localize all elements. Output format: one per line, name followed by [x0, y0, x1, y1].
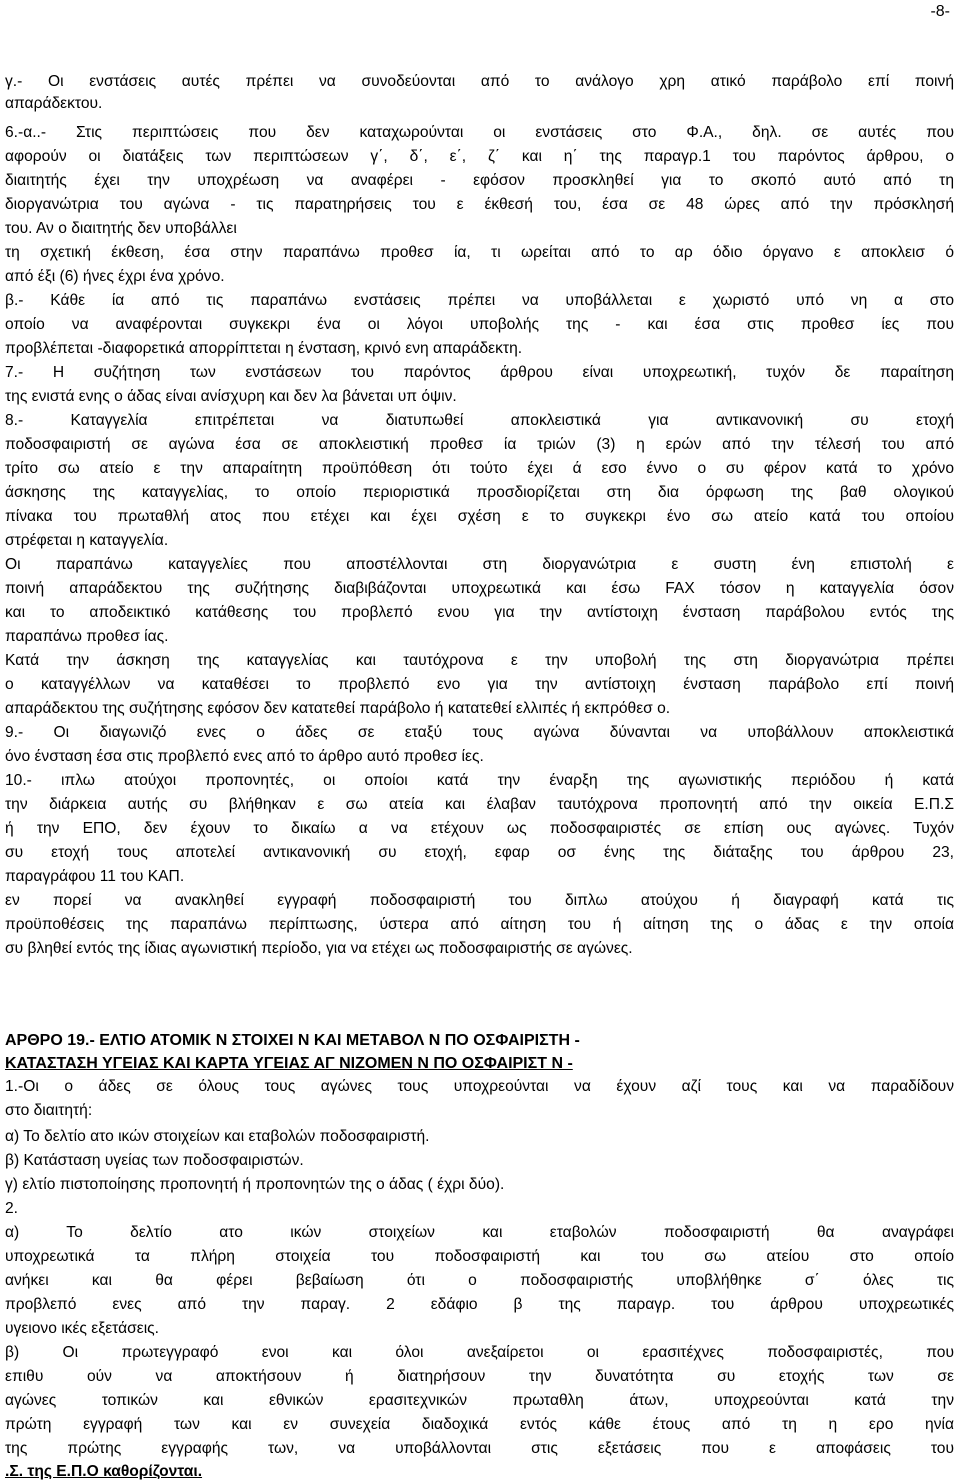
text-line: απαράδεκτου της συζήτησης εφόσον δεν κατατεθεί παράβολο ή κατατεθεί ελλιπές ή εκπρόθεσ ο. [5, 700, 671, 717]
text-line: υγειονο ικές εξετάσεις. [5, 1320, 160, 1337]
text-line: του. Αν ο διαιτητής δεν υποβάλλει [5, 220, 237, 237]
text-line: 8.- Καταγγελία επιτρέπεται να διατυπωθεί αποκλειστικά για αντικανονική συ ετοχή [5, 412, 954, 429]
text-line: πρώτη εγγραφή των και εν συνεχεία διαδοχικά εντός κάθε έτους από τη η ερο ηνία [5, 1416, 954, 1433]
text-line: β.- Κάθε ία από τις παραπάνω ενστάσεις πρέπει να υποβάλλεται ε χωριστό υπό νη α στο [5, 292, 954, 309]
text-line: πίνακα του πρωταθλή ατος που ετέχει και έχει σχέση ε το συγκεκρι ένο σω ατείο κατά του οποίου [5, 508, 954, 525]
text-line: αφορούν οι διατάξεις των περιπτώσεων γ΄, δ΄, ε΄, ζ΄ και η΄ της παραγρ.1 του παρόντος άρθρου, ο [5, 148, 954, 165]
text-line: 2. [5, 1200, 19, 1217]
list-item: γ) ελτίο πιστοποίησης προπονητή ή προπονητών της ο άδας ( έχρι δύο). [5, 1176, 505, 1193]
text-line: .Σ. της Ε.Π.Ο καθορίζονται. [5, 1463, 203, 1480]
text-line: β) Οι πρωτεγγραφό ενοι και όλοι ανεξαίρετοι οι ερασιτέχνες ποδοσφαιριστές, που [5, 1344, 954, 1361]
text-line: τη σχετική έκθεση, έσα στην παραπάνω προθεσ ία, τι ωρείται από το αρ όδιο όργανο ε αποκλεισ ό [5, 244, 954, 261]
text-line: προβλεπό ενες από την παραγ. 2 εδάφιο β της παραγρ. του άρθρου υποχρεωτικές [5, 1296, 954, 1313]
text-line: παραπάνω προθεσ ίας. [5, 628, 169, 645]
text-line: επιθυ ούν να αποκτήσουν ή διατηρήσουν την δυνατότητα συ ετοχής των σε [5, 1368, 954, 1385]
text-line: στο διαιτητή: [5, 1102, 93, 1119]
text-line: ποδοσφαιριστή σε αγώνα έσα σε αποκλειστική προθεσ ία τριών (3) η ερών από την τέλεσή του από [5, 436, 954, 453]
text-line: την διάρκεια αυτής συ βλήθηκαν ε σω ατεία και έλαβαν ταυτόχρονα προπονητή από την οικεία Ε.Π.Σ [5, 796, 954, 813]
text-line: 7.- Η συζήτηση των ενστάσεων του παρόντος άρθρου είναι υποχρεωτική, τυχόν δε παραίτηση [5, 364, 954, 381]
text-line: από έξι (6) ήνες έχρι ένα χρόνο. [5, 268, 225, 285]
text-line: οποίο να αναφέρονται συγκεκρι ένα οι λόγοι υποβολής της - και έσα στις προθεσ ίες που [5, 316, 954, 333]
text-line: Κατά την άσκηση της καταγγελίας και ταυτόχρονα ε την υποβολή της στη διοργανώτρια πρέπει [5, 652, 954, 669]
text-line: ποινή απαράδεκτου της συζήτησης διαβιβάζονται υποχρεωτικά και έσω FAX τόσον η καταγγελία όσον [5, 580, 954, 597]
text-line: της πρώτης εγγραφής των, να υποβάλλονται στις εξετάσεις που ε αποφάσεις του [5, 1440, 954, 1457]
text-line: αγώνες τοπικών και εθνικών ερασιτεχνικών πρωταθλη άτων, υποχρεούνται κατά την [5, 1392, 954, 1409]
text-line: 6.-α..- Στις περιπτώσεις που δεν καταχωρούνται οι ενστάσεις στο Φ.Α., δηλ. σε αυτές που [5, 124, 954, 141]
list-item: β) Κατάσταση υγείας των ποδοσφαιριστών. [5, 1152, 304, 1169]
text-line: ο καταγγέλλων να καταθέσει το προβλεπό ενο για την αντίστοιχη ένσταση παράβολο επί ποινή [5, 676, 954, 693]
text-line: προϋποθέσεις της παραπάνω περίπτωσης, ύστερα από αίτηση του ή αίτηση της ο άδας ε την οποία [5, 916, 954, 933]
text-line: όνο ένσταση έσα στις προβλεπό ενες από το άρθρο αυτό προθεσ ίες. [5, 748, 484, 765]
text-line: παραγράφου 11 του ΚΑΠ. [5, 868, 185, 885]
text-line: 1.-Οι ο άδες σε όλους τους αγώνες τους υποχρεούνται να έχουν αζί τους και να παραδίδουν [5, 1078, 954, 1095]
text-line: προβλέπεται -διαφορετικά απορρίπτεται η ένσταση, κρινό ενη απαράδεκτη. [5, 340, 523, 357]
text-line: γ.- Οι ενστάσεις αυτές πρέπει να συνοδεύονται από το ανάλογο χρη ατικό παράβολο επί ποινή [5, 73, 954, 90]
text-line: ή την ΕΠΟ, δεν έχουν το δικαίω α να ετέχουν ως ποδοσφαιριστές σε επίση ους αγώνες. Τυχόν [5, 820, 954, 837]
text-line: και το αποδεικτικό κατάθεσης του προβλεπό ενου για την αντίστοιχη ένσταση παράβολου εντός της [5, 604, 954, 621]
text-line: διοργανώτρια του αγώνα - τις παρατηρήσεις του ε έκθεσή του, έσα σε 48 ώρες από την πρόσκλησή [5, 196, 954, 213]
text-line: υποχρεωτικά τα πλήρη στοιχεία του ποδοσφαιριστή και του σω ατείου στο οποίο [5, 1248, 954, 1265]
list-item: α) Το δελτίο ατο ικών στοιχείων και εταβολών ποδοσφαιριστή. [5, 1128, 430, 1145]
text-line: Οι παραπάνω καταγγελίες που αποστέλλονται στη διοργανώτρια ε συστη ένη επιστολή ε [5, 556, 954, 573]
text-line: συ βληθεί εντός της ίδιας αγωνιστική περίοδο, για να ετέχει ως ποδοσφαιριστής σε αγώνες. [5, 940, 633, 957]
page-number: -8- [930, 3, 950, 20]
text-line: 10.- ιπλω ατούχοι προπονητές, οι οποίοι κατά την έναρξη της αγωνιστικής περιόδου ή κατά [5, 772, 954, 789]
text-line: συ ετοχή τους αποτελεί αντικανονική συ ετοχή, εφαρ οσ ένης της διάταξης του άρθρου 23, [5, 844, 954, 861]
text-line: απαράδεκτου. [5, 95, 103, 112]
text-line: στρέφεται η καταγγελία. [5, 532, 169, 549]
text-line: της ενιστά ενης ο άδας είναι ανίσχυρη και δεν λα βάνεται υπ όψιν. [5, 388, 457, 405]
text-line: άσκησης της καταγγελίας, το οποίο περιοριστικά προσδιορίζεται στη δια όρφωση της βαθ ολογικού [5, 484, 954, 501]
text-line: α) Το δελτίο ατο ικών στοιχείων και εταβολών ποδοσφαιριστή θα αναγράφει [5, 1224, 954, 1241]
text-line: τρίτο σω ατείο ε την απαραίτητη προϋπόθεση ότι τούτο έχει ά εσο έννο ο συ φέρον κατά το χρόνο [5, 460, 954, 477]
text-line: διαιτητής έχει την υποχρέωση να αναφέρει - εφόσον προσκληθεί για το σκοπό αυτό από τη [5, 172, 954, 189]
article-heading: ΚΑΤΑΣΤΑΣΗ ΥΓΕΙΑΣ ΚΑΙ ΚΑΡΤΑ ΥΓΕΙΑΣ ΑΓ ΝΙΖΟΜΕΝ Ν ΠΟ ΟΣΦΑΙΡΙΣΤ Ν - [5, 1055, 573, 1072]
text-line: εν πορεί να ανακληθεί εγγραφή ποδοσφαιριστή του διπλω ατούχου ή διαγραφή κατά τις [5, 892, 954, 909]
text-line: ανήκει και θα φέρει βεβαίωση ότι ο ποδοσφαιριστής υποβλήθηκε σ΄ όλες τις [5, 1272, 954, 1289]
article-heading: ΑΡΘΡΟ 19.- ΕΛΤΙΟ ΑΤΟΜΙΚ Ν ΣΤΟΙΧΕΙ Ν ΚΑΙ ΜΕΤΑΒΟΛ Ν ΠΟ ΟΣΦΑΙΡΙΣΤΗ - [5, 1032, 580, 1049]
text-line: 9.- Οι διαγωνιζό ενες ο άδες σε εταξύ τους αγώνα δύνανται να υποβάλλουν αποκλειστικά [5, 724, 954, 741]
